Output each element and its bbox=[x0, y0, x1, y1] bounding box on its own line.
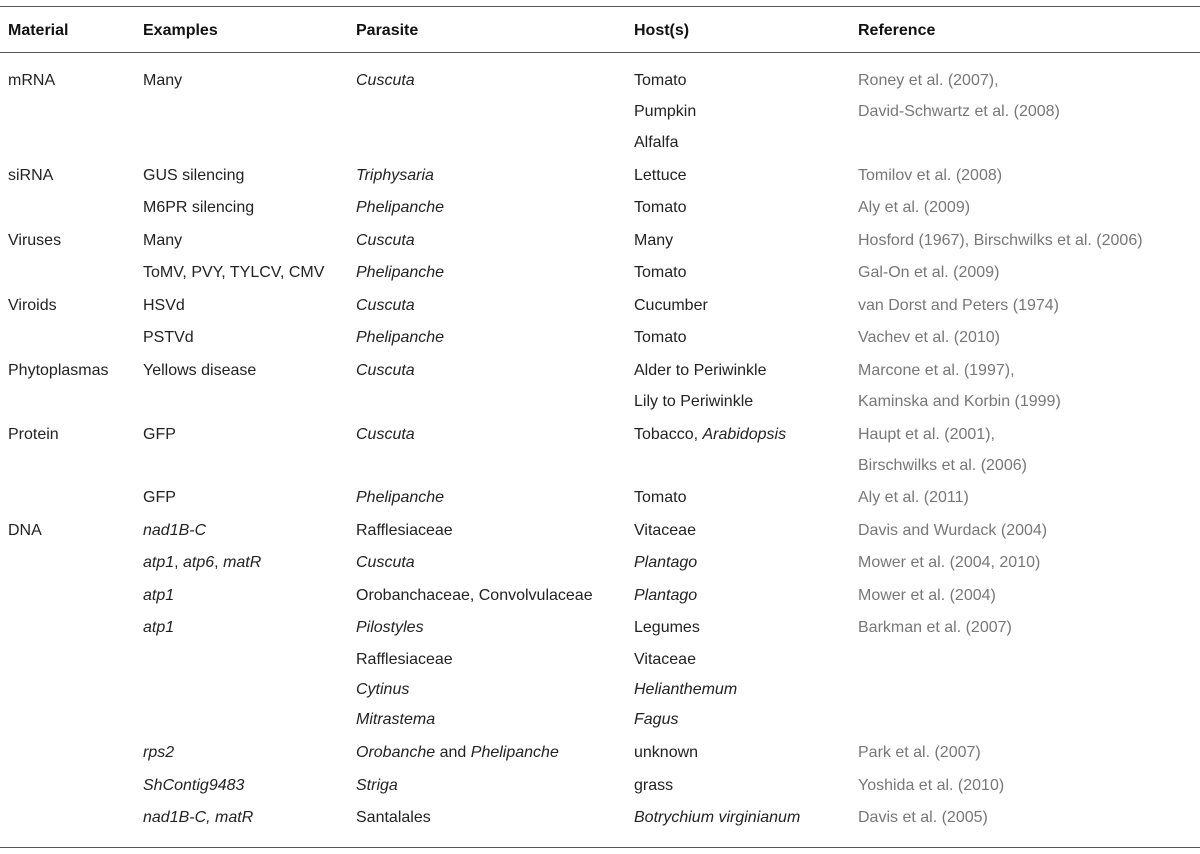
parasite-cell bbox=[356, 263, 444, 283]
cell-text-segment: Phelipanche bbox=[356, 264, 445, 281]
cell-text-segment: Vitaceae bbox=[634, 522, 696, 539]
parasite-cell bbox=[356, 586, 593, 606]
parasite-cell bbox=[356, 231, 415, 251]
material-cell: siRNA bbox=[8, 167, 54, 184]
host-cell bbox=[634, 743, 698, 763]
cell-text-segment: Legumes bbox=[634, 619, 700, 636]
material-cell: Phytoplasmas bbox=[8, 362, 109, 379]
bottom-rule bbox=[0, 847, 1200, 848]
header-hosts: Host(s) bbox=[634, 22, 690, 39]
cell-text-segment: atp1 bbox=[143, 619, 175, 636]
reference-cell: Marcone et al. (1997), bbox=[858, 362, 1015, 379]
cell-text-segment: Orobanche bbox=[356, 744, 436, 761]
cell-text-segment: Cuscuta bbox=[356, 232, 415, 249]
cell-text-segment: Cuscuta bbox=[356, 72, 415, 89]
examples-cell: GFP bbox=[143, 489, 176, 506]
examples-cell: Many bbox=[143, 232, 183, 249]
parasite-cell bbox=[356, 710, 435, 730]
cell-text-segment: and bbox=[435, 744, 471, 761]
host-cell bbox=[634, 102, 696, 122]
reference-cell: Park et al. (2007) bbox=[858, 744, 981, 761]
cell-text-segment: Rafflesiaceae bbox=[356, 522, 453, 539]
host-cell bbox=[634, 650, 696, 670]
host-cell bbox=[634, 361, 767, 381]
cell-text-segment: Cuscuta bbox=[356, 297, 415, 314]
parasite-cell bbox=[356, 808, 431, 828]
host-cell bbox=[634, 618, 700, 638]
examples-cell: GUS silencing bbox=[143, 167, 245, 184]
cell-text-segment: Tomato bbox=[634, 72, 687, 89]
host-cell bbox=[634, 680, 737, 700]
reference-cell: Mower et al. (2004, 2010) bbox=[858, 554, 1041, 571]
host-cell bbox=[634, 392, 753, 412]
host-cell bbox=[634, 198, 686, 218]
reference-cell: David-Schwartz et al. (2008) bbox=[858, 103, 1060, 120]
reference-cell: Vachev et al. (2010) bbox=[858, 329, 1001, 346]
reference-cell: Hosford (1967), Birschwilks et al. (2006) bbox=[858, 232, 1143, 249]
examples-cell bbox=[143, 808, 253, 828]
cell-text-segment: Lily to Periwinkle bbox=[634, 393, 754, 410]
examples-cell bbox=[143, 743, 174, 763]
cell-text-segment: Fagus bbox=[634, 711, 679, 728]
parasite-cell bbox=[356, 521, 453, 541]
host-cell bbox=[634, 166, 686, 186]
cell-text-segment: nad1B-C bbox=[143, 522, 207, 539]
cell-text-segment: Tomato bbox=[634, 199, 687, 216]
examples-cell bbox=[143, 521, 206, 541]
examples-cell: M6PR silencing bbox=[143, 199, 255, 216]
header-rule bbox=[0, 52, 1200, 53]
cell-text-segment: Phelipanche bbox=[356, 329, 445, 346]
cell-text-segment: Tobacco, bbox=[634, 426, 703, 443]
cell-text-segment: Pumpkin bbox=[634, 103, 697, 120]
parasite-cell bbox=[356, 296, 415, 316]
host-cell bbox=[634, 710, 678, 730]
reference-cell: Roney et al. (2007), bbox=[858, 72, 999, 89]
header-examples: Examples bbox=[143, 22, 218, 39]
parasite-cell bbox=[356, 361, 415, 381]
reference-cell: Yoshida et al. (2010) bbox=[858, 777, 1005, 794]
parasite-cell bbox=[356, 618, 424, 638]
examples-cell: PSTVd bbox=[143, 329, 194, 346]
parasite-cell bbox=[356, 425, 415, 445]
material-cell: DNA bbox=[8, 522, 42, 539]
examples-cell: ToMV, PVY, TYLCV, CMV bbox=[143, 264, 325, 281]
examples-cell: GFP bbox=[143, 426, 176, 443]
host-cell bbox=[634, 71, 686, 91]
host-cell bbox=[634, 133, 678, 153]
cell-text-segment: Cuscuta bbox=[356, 426, 415, 443]
host-cell bbox=[634, 553, 697, 573]
reference-cell: Davis et al. (2005) bbox=[858, 809, 988, 826]
cell-text-segment: nad1B-C, matR bbox=[143, 809, 254, 826]
reference-cell: Birschwilks et al. (2006) bbox=[858, 457, 1027, 474]
cell-text-segment: Tomato bbox=[634, 329, 687, 346]
host-cell bbox=[634, 263, 686, 283]
cell-text-segment: Rafflesiaceae bbox=[356, 651, 453, 668]
parasite-cell bbox=[356, 776, 398, 796]
examples-cell bbox=[143, 618, 174, 638]
cell-text-segment: Striga bbox=[356, 777, 398, 794]
cell-text-segment: ShContig9483 bbox=[143, 777, 245, 794]
material-cell: Protein bbox=[8, 426, 59, 443]
examples-cell: Many bbox=[143, 72, 183, 89]
parasite-cell bbox=[356, 328, 444, 348]
reference-cell: Gal-On et al. (2009) bbox=[858, 264, 1000, 281]
cell-text-segment: , bbox=[214, 554, 224, 571]
cell-text-segment: Phelipanche bbox=[356, 489, 445, 506]
cell-text-segment: Botrychium virginianum bbox=[634, 809, 801, 826]
cell-text-segment: Vitaceae bbox=[634, 651, 696, 668]
parasite-cell bbox=[356, 71, 415, 91]
parasite-cell bbox=[356, 680, 409, 700]
host-cell bbox=[634, 488, 686, 508]
examples-cell bbox=[143, 586, 174, 606]
cell-text-segment: atp1 bbox=[143, 587, 175, 604]
cell-text-segment: unknown bbox=[634, 744, 699, 761]
parasite-cell bbox=[356, 650, 453, 670]
host-cell bbox=[634, 776, 673, 796]
reference-cell: Aly et al. (2009) bbox=[858, 199, 971, 216]
cell-text-segment: Tomato bbox=[634, 489, 687, 506]
reference-cell: Mower et al. (2004) bbox=[858, 587, 996, 604]
cell-text-segment: Cuscuta bbox=[356, 362, 415, 379]
reference-cell: van Dorst and Peters (1974) bbox=[858, 297, 1059, 314]
host-cell bbox=[634, 328, 686, 348]
reference-cell: Davis and Wurdack (2004) bbox=[858, 522, 1048, 539]
host-cell bbox=[634, 425, 786, 445]
material-cell: Viroids bbox=[8, 297, 57, 314]
cell-text-segment: Plantago bbox=[634, 587, 698, 604]
parasite-cell bbox=[356, 488, 444, 508]
host-cell bbox=[634, 586, 697, 606]
reference-cell: Kaminska and Korbin (1999) bbox=[858, 393, 1061, 410]
examples-cell: HSVd bbox=[143, 297, 185, 314]
host-cell bbox=[634, 521, 696, 541]
host-cell bbox=[634, 296, 708, 316]
examples-cell bbox=[143, 553, 261, 573]
cell-text-segment: Plantago bbox=[634, 554, 698, 571]
cell-text-segment: Triphysaria bbox=[356, 167, 434, 184]
cell-text-segment: Phelipanche bbox=[470, 744, 559, 761]
cell-text-segment: Many bbox=[634, 232, 674, 249]
cell-text-segment: Cytinus bbox=[356, 681, 410, 698]
host-cell bbox=[634, 808, 800, 828]
reference-cell: Tomilov et al. (2008) bbox=[858, 167, 1003, 184]
cell-text-segment: Cucumber bbox=[634, 297, 708, 314]
header-reference: Reference bbox=[858, 22, 936, 39]
material-cell: Viruses bbox=[8, 232, 62, 249]
examples-cell bbox=[143, 776, 244, 796]
cell-text-segment: atp1 bbox=[143, 554, 175, 571]
examples-cell: Yellows disease bbox=[143, 362, 257, 379]
cell-text-segment: Phelipanche bbox=[356, 199, 445, 216]
material-cell: mRNA bbox=[8, 72, 56, 89]
cell-text-segment: Arabidopsis bbox=[702, 426, 787, 443]
cell-text-segment: Cuscuta bbox=[356, 554, 415, 571]
top-rule bbox=[0, 6, 1200, 7]
cell-text-segment: grass bbox=[634, 777, 674, 794]
cell-text-segment: , bbox=[174, 554, 184, 571]
reference-cell: Haupt et al. (2001), bbox=[858, 426, 995, 443]
cell-text-segment: Orobanchaceae, Convolvulaceae bbox=[356, 587, 593, 604]
header-parasite: Parasite bbox=[356, 22, 419, 39]
cell-text-segment: Lettuce bbox=[634, 167, 687, 184]
parasite-cell bbox=[356, 166, 434, 186]
cell-text-segment: matR bbox=[223, 554, 262, 571]
cell-text-segment: Alfalfa bbox=[634, 134, 679, 151]
cell-text-segment: Santalales bbox=[356, 809, 431, 826]
cell-text-segment: atp6 bbox=[183, 554, 215, 571]
cell-text-segment: Mitrastema bbox=[356, 711, 436, 728]
cell-text-segment: Alder to Periwinkle bbox=[634, 362, 767, 379]
header-material: Material bbox=[8, 22, 69, 39]
cell-text-segment: Pilostyles bbox=[356, 619, 424, 636]
reference-cell: Aly et al. (2011) bbox=[858, 489, 969, 506]
reference-cell: Barkman et al. (2007) bbox=[858, 619, 1012, 636]
cell-text-segment: Tomato bbox=[634, 264, 687, 281]
parasite-cell bbox=[356, 553, 415, 573]
cell-text-segment: Helianthemum bbox=[634, 681, 738, 698]
parasite-cell bbox=[356, 198, 444, 218]
host-cell bbox=[634, 231, 673, 251]
cell-text-segment: rps2 bbox=[143, 744, 175, 761]
parasite-cell bbox=[356, 743, 559, 763]
